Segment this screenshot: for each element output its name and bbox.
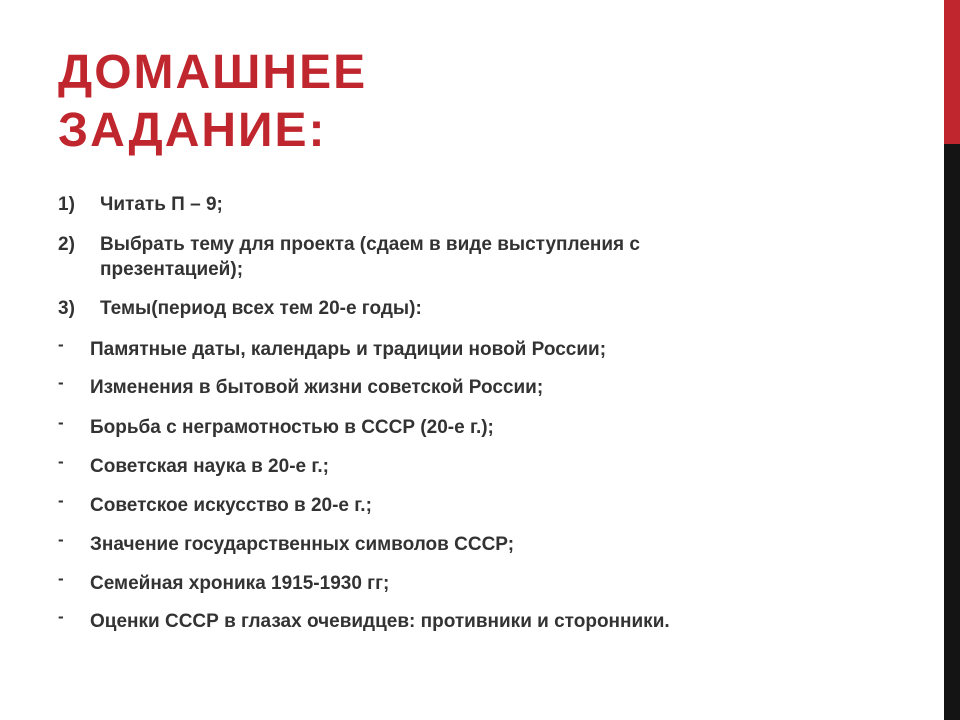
dash-marker: - <box>58 373 64 392</box>
slide-title <box>58 44 918 160</box>
item-number: 2) <box>58 234 75 255</box>
item-text: Выбрать тему для проекта (сдаем в виде выступления с <box>100 234 640 255</box>
dash-marker: - <box>58 607 64 626</box>
item-text: Значение государственных символов СССР; <box>90 534 515 555</box>
accent-bar-bottom <box>944 144 960 720</box>
accent-bar-top <box>944 0 960 144</box>
item-number: 1) <box>58 194 75 215</box>
dash-marker: - <box>58 491 64 510</box>
item-text: Памятные даты, календарь и традиции новой России; <box>90 339 607 360</box>
item-text: Советское искусство в 20-е г.; <box>90 495 372 516</box>
dash-marker: - <box>58 335 64 354</box>
item-text: презентацией); <box>100 259 244 280</box>
dash-marker: - <box>58 530 64 549</box>
item-text: Изменения в бытовой жизни советской России; <box>90 377 544 398</box>
item-text: Семейная хроника 1915-1930 гг; <box>90 573 390 594</box>
item-text: Читать П – 9; <box>100 194 223 215</box>
title-line: ЗАДАНИЕ: <box>58 104 327 157</box>
title-line: ДОМАШНЕЕ <box>58 46 368 99</box>
dash-marker: - <box>58 569 64 588</box>
item-number: 3) <box>58 298 75 319</box>
dash-marker: - <box>58 413 64 432</box>
item-text: Советская наука в 20-е г.; <box>90 456 329 477</box>
item-text: Оценки СССР в глазах очевидцев: противники и сторонники. <box>90 611 670 632</box>
dash-marker: - <box>58 452 64 471</box>
item-text: Борьба с неграмотностью в СССР (20-е г.); <box>90 417 494 438</box>
item-text: Темы(период всех тем 20-е годы): <box>100 298 422 319</box>
